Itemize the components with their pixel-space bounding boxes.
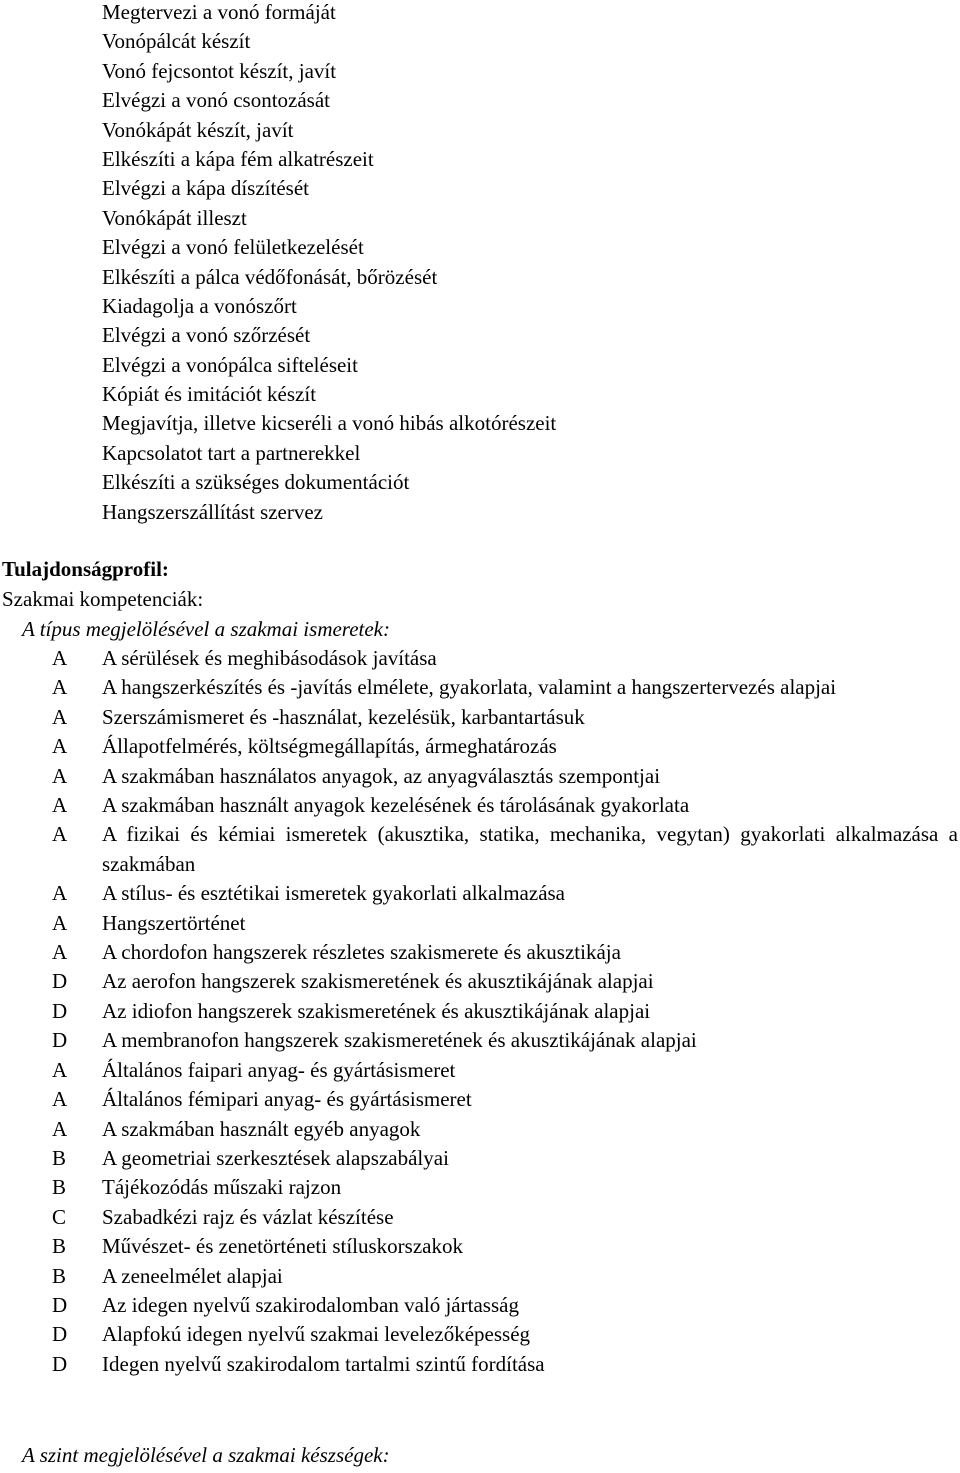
knowledge-row	[0, 1085, 960, 1114]
knowledge-text: A szakmában használatos anyagok, az anyagválasztás szempontjai	[102, 763, 661, 788]
knowledge-text: A szakmában használt anyagok kezelésének és tárolásának gyakorlata	[102, 793, 690, 818]
knowledge-list	[0, 644, 960, 1379]
knowledge-type-code: B	[52, 1175, 67, 1200]
knowledge-row	[0, 762, 960, 791]
knowledge-type-code: D	[52, 969, 68, 994]
knowledge-text: Az idegen nyelvű szakirodalomban való jártasság	[102, 1292, 519, 1317]
knowledge-row	[0, 1203, 960, 1232]
knowledge-row	[0, 1026, 960, 1055]
knowledge-type-code: A	[52, 734, 68, 759]
task-list	[102, 0, 556, 527]
knowledge-row	[0, 1115, 960, 1144]
knowledge-text: A membranofon hangszerek szakismeretének és akusztikájának alapjai	[102, 1028, 697, 1053]
profile-title: Tulajdonságprofil:	[2, 557, 169, 581]
knowledge-row	[0, 1232, 960, 1261]
knowledge-type-code: D	[52, 1351, 68, 1376]
knowledge-type-code: A	[52, 881, 68, 906]
knowledge-type-code: A	[52, 1087, 68, 1112]
knowledge-type-code: A	[52, 1116, 68, 1141]
knowledge-text: Tájékozódás műszaki rajzon	[102, 1175, 342, 1200]
knowledge-type-code: A	[52, 793, 68, 818]
knowledge-text: Hangszertörténet	[102, 910, 246, 935]
knowledge-text: A hangszerkészítés és -javítás elmélete, gyakorlata, valamint a hangszertervezés alapjai	[102, 675, 837, 700]
task-item: Elkészíti a kápa fém alkatrészeit	[102, 146, 374, 171]
knowledge-text: Az aerofon hangszerek szakismeretének és akusztikájának alapjai	[102, 969, 654, 994]
knowledge-type-code: A	[52, 1057, 68, 1082]
skills-intro: A szint megjelölésével a szakmai készségek:	[22, 1443, 390, 1467]
knowledge-row	[0, 1173, 960, 1202]
knowledge-type-code: C	[52, 1204, 67, 1229]
knowledge-text: A stílus- és esztétikai ismeretek gyakorlati alkalmazása	[102, 881, 566, 906]
task-item: Elvégzi a vonó csontozását	[102, 88, 331, 113]
knowledge-row	[0, 703, 960, 732]
knowledge-row	[0, 673, 960, 702]
knowledge-row	[0, 1056, 960, 1085]
knowledge-type-code: D	[52, 998, 68, 1023]
knowledge-text: A szakmában használt egyéb anyagok	[102, 1116, 421, 1141]
knowledge-type-code: A	[52, 910, 68, 935]
knowledge-type-code: A	[52, 940, 68, 965]
knowledge-row	[0, 644, 960, 673]
knowledge-type-code: A	[52, 704, 68, 729]
competencies-subtitle: Szakmai kompetenciák:	[2, 587, 204, 611]
knowledge-type-code: A	[52, 822, 68, 847]
knowledge-text: Az idiofon hangszerek szakismeretének és akusztikájának alapjai	[102, 998, 651, 1023]
knowledge-type-code: D	[52, 1028, 68, 1053]
task-item: Elkészíti a pálca védőfonását, bőrözését	[102, 264, 438, 289]
knowledge-text: Idegen nyelvű szakirodalom tartalmi szintű fordítása	[102, 1351, 545, 1376]
knowledge-type-code: B	[52, 1263, 67, 1288]
knowledge-type-code: B	[52, 1145, 67, 1170]
task-item: Megtervezi a vonó formáját	[102, 0, 336, 24]
task-item: Vonókápát illeszt	[102, 205, 247, 230]
task-item: Elvégzi a kápa díszítését	[102, 176, 309, 201]
task-item: Kapcsolatot tart a partnerekkel	[102, 440, 361, 465]
knowledge-text: Szabadkézi rajz és vázlat készítése	[102, 1204, 394, 1229]
knowledge-row	[0, 1144, 960, 1173]
knowledge-text: A sérülések és meghibásodások javítása	[102, 646, 437, 670]
knowledge-type-code: A	[52, 763, 68, 788]
knowledge-row	[0, 909, 960, 938]
knowledge-row	[0, 1291, 960, 1320]
task-item: Vonókápát készít, javít	[102, 117, 294, 142]
knowledge-row	[0, 1262, 960, 1291]
knowledge-text: A fizikai és kémiai ismeretek (akusztika, statika, mechanika, vegytan) gyakorlati alkalmazása a szakmában	[102, 822, 958, 876]
knowledge-type-code: D	[52, 1292, 68, 1317]
knowledge-text: A zeneelmélet alapjai	[102, 1263, 283, 1288]
task-item: Elvégzi a vonópálca sifteléseit	[102, 352, 358, 377]
task-item: Elvégzi a vonó szőrzését	[102, 323, 311, 348]
task-item: Megjavítja, illetve kicseréli a vonó hibás alkotórészeit	[102, 411, 557, 436]
knowledge-row	[0, 791, 960, 820]
knowledge-text: A chordofon hangszerek részletes szakismerete és akusztikája	[102, 940, 621, 965]
knowledge-type-code: A	[52, 646, 68, 670]
knowledge-text: A geometriai szerkesztések alapszabályai	[102, 1145, 449, 1170]
knowledge-text: Alapfokú idegen nyelvű szakmai levelezőképesség	[102, 1322, 531, 1347]
knowledge-row	[0, 1350, 960, 1379]
knowledge-row	[0, 938, 960, 967]
task-item: Vonó fejcsontot készít, javít	[102, 58, 337, 83]
task-item: Kiadagolja a vonószőrt	[102, 293, 297, 318]
knowledge-text: Általános fémipari anyag- és gyártásismeret	[102, 1087, 472, 1112]
knowledge-type-code: B	[52, 1234, 67, 1259]
knowledge-text: Általános faipari anyag- és gyártásismeret	[102, 1057, 456, 1082]
knowledge-text: Szerszámismeret és -használat, kezelésük, karbantartásuk	[102, 704, 585, 729]
task-item: Hangszerszállítást szervez	[102, 499, 323, 524]
knowledge-text: Művészet- és zenetörténeti stíluskorszakok	[102, 1234, 463, 1259]
knowledge-row	[0, 967, 960, 996]
knowledge-intro: A típus megjelölésével a szakmai ismeretek:	[22, 617, 390, 641]
task-item: Vonópálcát készít	[102, 29, 251, 54]
knowledge-type-code: D	[52, 1322, 68, 1347]
task-item: Kópiát és imitációt készít	[102, 382, 317, 407]
knowledge-type-code: A	[52, 675, 68, 700]
task-item: Elkészíti a szükséges dokumentációt	[102, 470, 410, 495]
knowledge-text: Állapotfelmérés, költségmegállapítás, ármeghatározás	[102, 734, 557, 759]
knowledge-row	[0, 1320, 960, 1349]
knowledge-row	[0, 820, 960, 879]
knowledge-row	[0, 997, 960, 1026]
knowledge-row	[0, 879, 960, 908]
task-item: Elvégzi a vonó felületkezelését	[102, 235, 364, 260]
knowledge-row	[0, 732, 960, 761]
